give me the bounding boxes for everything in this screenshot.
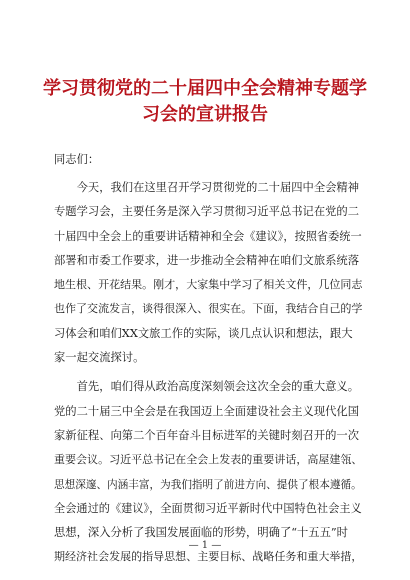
paragraph-line: 部署和市委工作要求，进一步推动全会精神在咱们文旅系统落 (54, 253, 360, 267)
paragraph-line: 首先，咱们得从政治高度深刻领会这次全会的重大意义。 (54, 380, 360, 394)
title-line-1: 学习贯彻党的二十届四中全会精神专题学 (43, 78, 367, 99)
paragraph-line: 也作了交流发言，谈得很深入、很实在。下面，我结合自己的学 (54, 302, 363, 316)
paragraph-line: 专题学习会，主要任务是深入学习贯彻习近平总书记在党的二 (54, 205, 360, 219)
paragraph-line: 重要会议。习近平总书记在全会上发表的重要讲话，高屋建瓴、 (54, 453, 363, 467)
page-number: — 1 — (188, 540, 222, 551)
paragraph-line: 十届四中全会上的重要讲话精神和全会《建议》，按照省委统一 (54, 229, 362, 243)
paragraph-line: 习体会和咱们XX文旅工作的实际，谈几点认识和想法，跟大 (54, 326, 353, 340)
paragraph-line: 地生根、开花结果。刚才，大家集中学习了相关文件，几位同志 (54, 278, 363, 292)
paragraph-line: 思想深邃、内涵丰富，为我们指明了前进方向、提供了根本遵循。 (54, 477, 362, 491)
title-line-2: 习会的宣讲报告 (142, 104, 268, 125)
paragraph-line: 期经济社会发展的指导思想、主要目标、战略任务和重大举措， (54, 550, 363, 564)
paragraph-line: 全会通过的《建议》，全面贯彻习近平新时代中国特色社会主义 (54, 501, 362, 515)
paragraph-line: 思想，深入分析了我国发展面临的形势，明确了“十五五”时 (54, 526, 348, 540)
document-body (54, 150, 364, 575)
salutation: 同志们： (54, 153, 100, 166)
paragraph-line: 家一起交流探讨。 (54, 351, 145, 365)
paragraph-line: 家新征程、向第二个百年奋斗目标进军的关键时刻召开的一次 (54, 428, 360, 442)
paragraph-line: 今天，我们在这里召开学习贯彻党的二十届四中全会精神 (54, 181, 360, 194)
document-title (30, 76, 380, 128)
paragraph-line: 党的二十届三中全会是在我国迈上全面建设社会主义现代化国 (54, 404, 360, 418)
paragraph-1 (54, 176, 364, 370)
